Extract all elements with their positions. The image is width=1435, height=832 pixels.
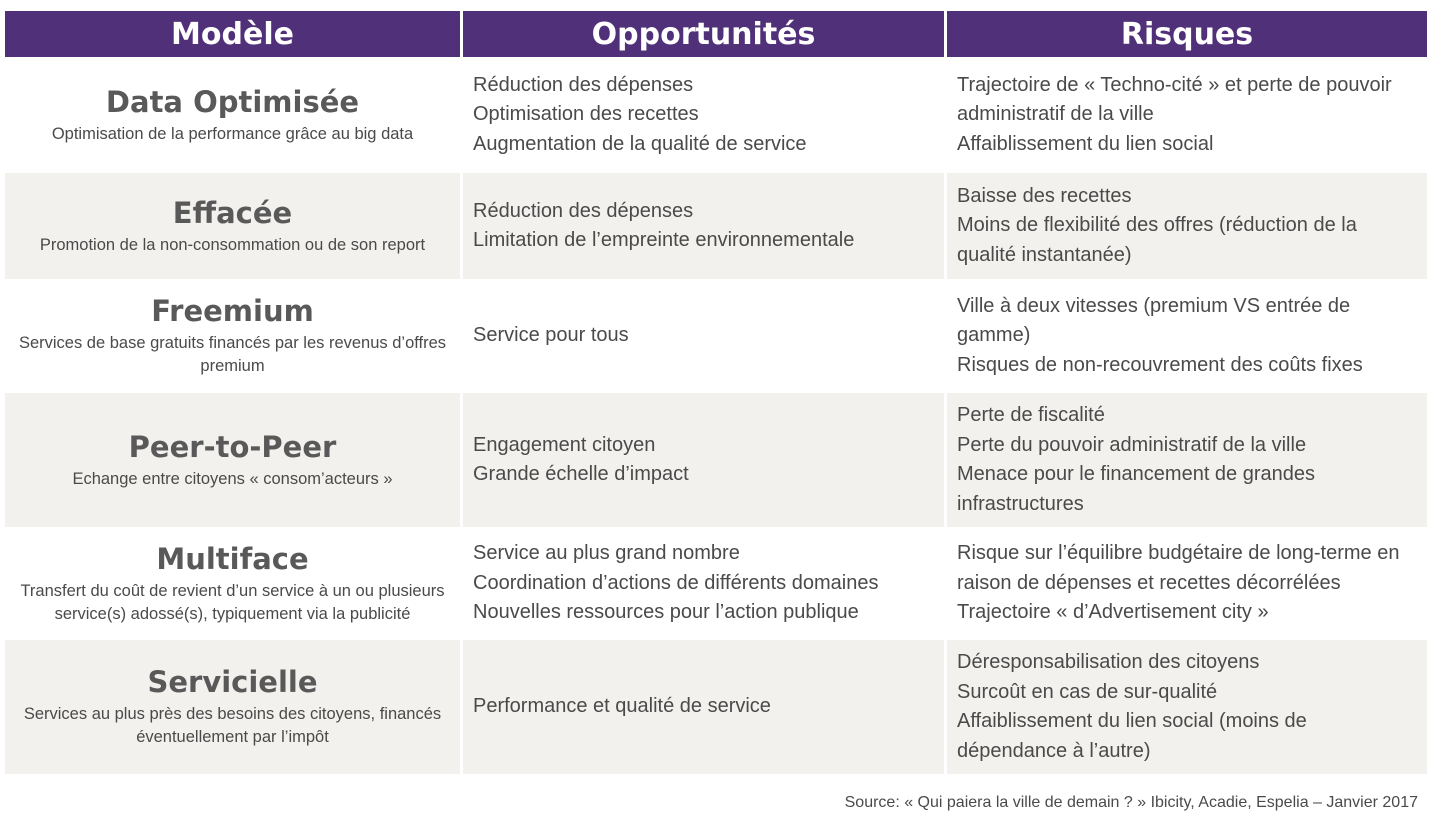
model-name: Data Optimisée xyxy=(105,84,360,119)
risk-item: Affaiblissement du lien social (moins de dépendance à l’autre) xyxy=(957,710,1307,762)
table-header-row xyxy=(5,11,1427,57)
model-cell xyxy=(5,60,460,170)
model-name: Effacée xyxy=(172,195,293,230)
table-row-multiface xyxy=(5,530,1427,637)
opportunity-item: Performance et qualité de service xyxy=(473,695,771,718)
opportunities-cell xyxy=(463,173,944,279)
opportunity-item: Nouvelles ressources pour l’action publique xyxy=(473,601,859,624)
risk-item: Trajectoire de « Techno-cité » et perte de pouvoir administratif de la ville xyxy=(957,73,1392,126)
model-description: Services au plus près des besoins des citoyens, financés éventuellement par l’impôt xyxy=(23,705,442,746)
table-row-servicielle xyxy=(5,640,1427,774)
risks-cell xyxy=(947,60,1427,170)
risk-item: Déresponsabilisation des citoyens xyxy=(957,651,1260,673)
risk-item: Moins de flexibilité des offres (réduction de la qualité instantanée) xyxy=(957,214,1357,266)
model-description: Services de base gratuits financés par les revenus d’offres premium xyxy=(18,334,447,375)
risk-item: Perte de fiscalité xyxy=(957,404,1105,426)
model-name: Multiface xyxy=(156,541,309,576)
risk-item: Affaiblissement du lien social xyxy=(957,132,1214,155)
source-citation: Source: « Qui paiera la ville de demain ? » Ibicity, Acadie, Espelia – Janvier 2017 xyxy=(844,794,1418,811)
risk-item: Risque sur l’équilibre budgétaire de long-terme en raison de dépenses et recettes décorrélées xyxy=(957,542,1400,594)
risk-item: Surcoût en cas de sur-qualité xyxy=(957,680,1218,703)
model-cell xyxy=(5,530,460,637)
opportunity-item: Service au plus grand nombre xyxy=(473,542,740,565)
opportunity-item: Engagement citoyen xyxy=(473,433,656,456)
model-name: Servicielle xyxy=(147,665,318,699)
risk-item: Menace pour le financement de grandes infrastructures xyxy=(957,463,1316,515)
table-row-effacee xyxy=(5,173,1427,279)
header-model: Modèle xyxy=(5,11,460,57)
opportunity-item: Optimisation des recettes xyxy=(473,103,699,126)
opportunity-item: Augmentation de la qualité de service xyxy=(473,132,807,155)
risks-cell xyxy=(947,640,1427,774)
risk-item: Perte du pouvoir administratif de la ville xyxy=(957,433,1307,456)
header-opportunities: Opportunités xyxy=(463,11,944,57)
opportunities-cell xyxy=(463,393,944,527)
risk-item: Ville à deux vitesses (premium VS entrée de gamme) xyxy=(957,294,1351,347)
opportunity-item: Réduction des dépenses xyxy=(473,73,694,96)
opportunity-item: Limitation de l’empreinte environnementale xyxy=(473,229,855,251)
opportunity-item: Grande échelle d’impact xyxy=(473,463,689,485)
model-cell xyxy=(5,282,460,390)
risk-item: Risques de non-recouvrement des coûts fixes xyxy=(957,353,1363,376)
model-description: Promotion de la non-consommation ou de son report xyxy=(39,235,426,254)
opportunity-item: Réduction des dépenses xyxy=(473,199,694,222)
model-name: Freemium xyxy=(151,294,314,328)
opportunities-cell xyxy=(463,282,944,390)
opportunities-cell xyxy=(463,60,944,170)
model-description: Echange entre citoyens « consom’acteurs » xyxy=(72,469,393,488)
business-models-table xyxy=(2,8,1430,777)
opportunity-item: Service pour tous xyxy=(473,324,629,347)
risks-cell xyxy=(947,530,1427,637)
risks-cell xyxy=(947,282,1427,390)
risks-cell xyxy=(947,393,1427,527)
model-name: Peer-to-Peer xyxy=(128,429,337,464)
model-description: Optimisation de la performance grâce au big data xyxy=(51,124,414,143)
risks-cell xyxy=(947,173,1427,279)
model-cell xyxy=(5,173,460,279)
model-cell xyxy=(5,393,460,527)
risk-item: Baisse des recettes xyxy=(957,184,1132,207)
opportunities-cell xyxy=(463,640,944,774)
table-row-peer-to-peer xyxy=(5,393,1427,527)
header-risks: Risques xyxy=(947,11,1427,57)
opportunities-cell xyxy=(463,530,944,637)
table-row-data-optimisee xyxy=(5,60,1427,170)
model-cell xyxy=(5,640,460,774)
business-models-table-container xyxy=(2,8,1430,777)
opportunity-item: Coordination d’actions de différents domaines xyxy=(473,571,879,594)
table-row-freemium xyxy=(5,282,1427,390)
model-description: Transfert du coût de revient d’un service à un ou plusieurs service(s) adossé(s), typiquement via la publicité xyxy=(20,581,445,623)
risk-item: Trajectoire « d’Advertisement city » xyxy=(957,601,1269,624)
